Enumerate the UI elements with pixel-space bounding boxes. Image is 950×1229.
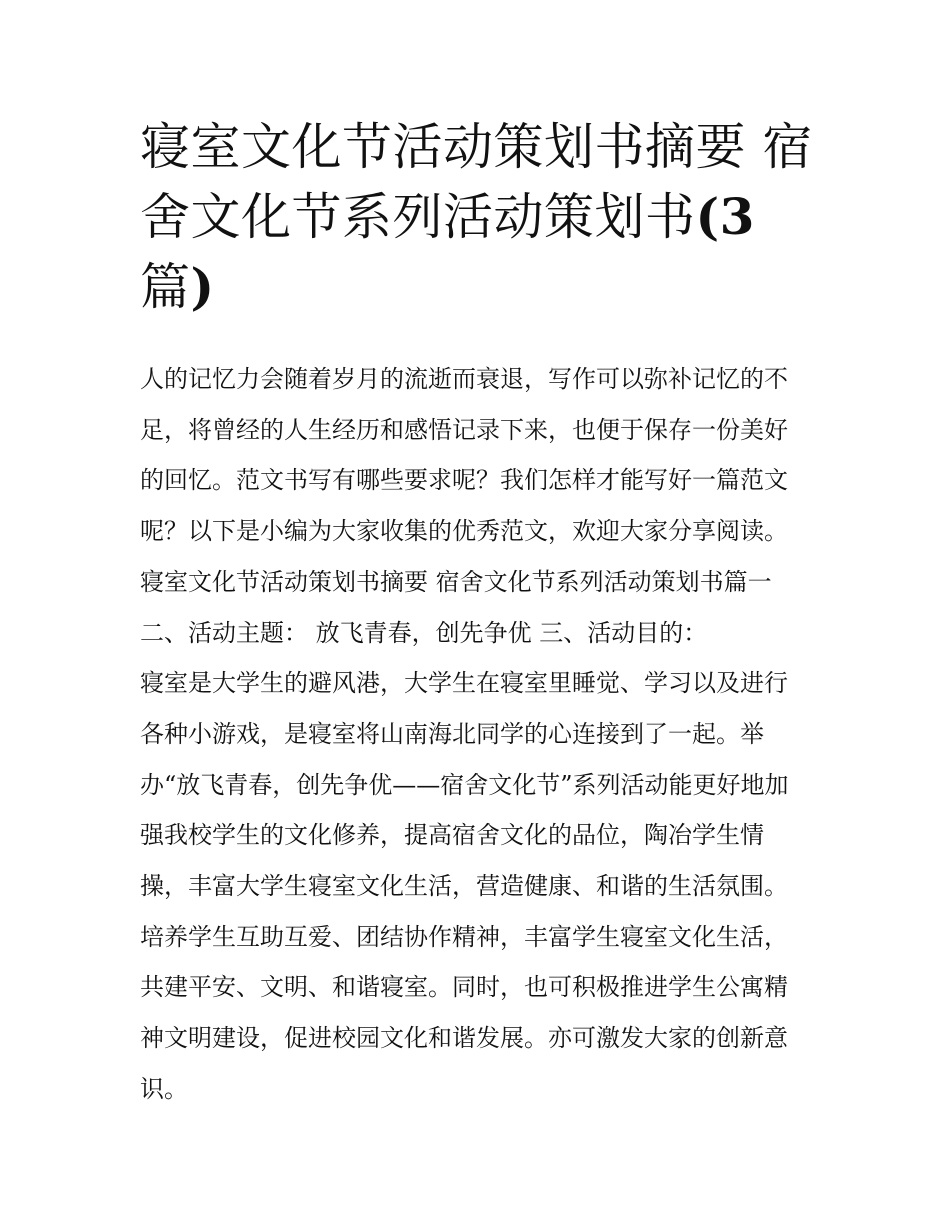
title-line <box>140 182 820 252</box>
body-line: 呢？以下是小编为大家收集的优秀范文，欢迎大家分享阅读。 <box>140 517 788 546</box>
body-line: 强我校学生的文化修养，提高宿舍文化的品位，陶冶学生情 <box>140 821 764 850</box>
body-line: 培养学生互助互爱、团结协作精神，丰富学生寝室文化生活， <box>140 922 788 951</box>
title-count-close: ) <box>190 257 215 316</box>
title-text: 寝室文化节活动策划书摘要 宿 <box>140 118 813 176</box>
body-line: 共建平安、文明、和谐寝室。同时，也可积极推进学生公寓精 <box>140 973 788 1002</box>
body-line: 识。 <box>140 1074 188 1103</box>
section-subheading-line: 二、活动主题： 放飞青春，创先争优 三、活动目的： <box>140 618 708 647</box>
body-line: 的回忆。范文书写有哪些要求呢？我们怎样才能写好一篇范文 <box>140 466 788 495</box>
body-line: 操，丰富大学生寝室文化生活，营造健康、和谐的生活氛围。 <box>140 872 788 901</box>
body-line: 办“放飞青春，创先争优——宿舍文化节”系列活动能更好地加 <box>140 770 789 799</box>
title-text: 舍文化节系列活动策划书 <box>140 188 696 246</box>
document-title <box>140 112 820 322</box>
title-line <box>140 112 820 182</box>
title-text: 篇 <box>140 258 191 316</box>
body-line: 足，将曾经的人生经历和感悟记录下来，也便于保存一份美好 <box>140 415 788 444</box>
body-line: 人的记忆力会随着岁月的流逝而衰退，写作可以弥补记忆的不 <box>140 365 788 393</box>
section-heading-line: 寝室文化节活动策划书摘要 宿舍文化节系列活动策划书篇一 <box>140 567 772 596</box>
body-line: 寝室是大学生的避风港，大学生在寝室里睡觉、学习以及进行 <box>140 669 788 698</box>
body-line: 各种小游戏，是寝室将山南海北同学的心连接到了一起。举 <box>140 719 764 748</box>
document-body <box>140 354 820 1115</box>
body-line: 神文明建设，促进校园文化和谐发展。亦可激发大家的创新意 <box>140 1024 788 1053</box>
title-line <box>140 252 820 322</box>
title-count-open: (3 <box>695 187 755 246</box>
